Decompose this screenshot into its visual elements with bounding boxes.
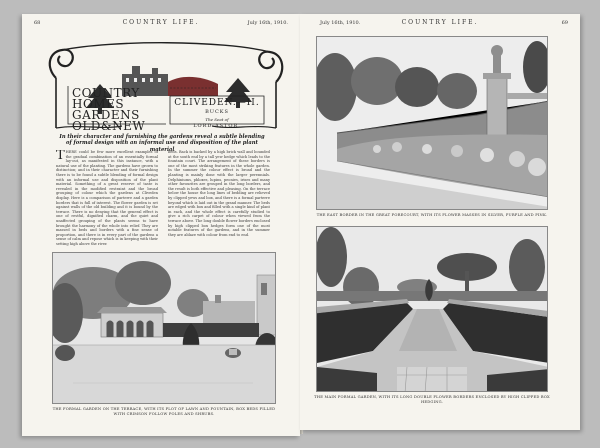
owner-name: LORD ASTOR. (193, 123, 241, 129)
formal-garden-caption: THE MAIN FORMAL GARDEN, WITH ITS LONG DOUBLE FLOWER BORDERS ENCLOSED BY HIGH CLIPPED BOX HEDGING. (314, 395, 550, 404)
masthead-illustration (42, 38, 290, 132)
series-line-4: OLD&NEW (72, 119, 146, 133)
county-name: BUCKS (205, 109, 229, 115)
series-title (72, 88, 145, 132)
right-page-number: 69 (561, 20, 568, 26)
body-column-1 (56, 150, 158, 246)
east-border-caption: THE EAST BORDER IN THE GREAT FORECOURT, WITH ITS FLOWER MASSES IN SILVER, PURPLE AND PINK. (316, 213, 548, 217)
house-name: CLIVEDEN.—II. (174, 98, 260, 108)
series-line-2: HOMES (72, 97, 125, 111)
right-page (300, 14, 580, 430)
body-text-1: HERE could be few more excellent examples of the gradual combination of an essentially formal lay-out, as manifested in this instance, with a natural use of the planting. The gardens have grown to distinction; and in their character and their furnishing there is to be found a subtle blending of formal design with an informal use and disposition of the plant material. Something of a great reserve of taste is revealed in the modified restraint and the broad grouping of colour which the gardens at Cliveden display. Here is a comparison of parterre and a garden borders that is full of interest. The flower garden is set against walls of the old building and it is bound by the terrace. There is no denying that the general effect is one of restful, dignified charm, and the quiet and unaffected grouping of the plants seems to have brought the harmony of the whole into relief. They are massed in beds and borders with a fine sense of proportion, and there is in every part of the gardens a sense of calm and repose which is in keeping with their setting high above the river. (56, 150, 158, 246)
terrace-garden-photo (52, 252, 276, 404)
right-date: July 16th, 1910. (320, 20, 361, 26)
drop-cap: T (56, 150, 65, 163)
right-running-title: COUNTRY LIFE. (401, 19, 479, 26)
left-running-header (30, 19, 292, 29)
series-line-3: GARDENS (72, 108, 140, 122)
left-date: July 16th, 1910. (247, 20, 288, 26)
article-body (56, 150, 270, 246)
body-column-2: beds. Back is backed by a high brick wall and bounded at the south end by a tall yew hedge which leads to the fountain court. The arrangement of these borders is one of the most striking features in the whole garden. In the summer the colour effect is broad and the planting is mainly done with the larger perennials. Delphiniums, phloxes, lupins, peonies, irises and many other favourites are grouped in the long borders, and the result is both effective and pleasing. On the terrace below the house the long lines of bedding are relieved by clipped yews and box, and there is a formal parterre beyond which is laid out in the grand manner. The beds are edged with box and filled with a single kind of plant in each, and the whole effect is carefully studied to give a rich carpet of colour when viewed from the terrace above. The long double flower borders enclosed by high clipped box hedges form one of the most notable features of the gardens, and in the summer they are ablaze with colour from end to end. (168, 150, 270, 237)
series-line-1: COUNTRY (72, 86, 140, 100)
left-running-title: COUNTRY LIFE. (122, 19, 200, 26)
terrace-photo-caption: THE FORMAL GARDEN ON THE TERRACE, WITH ITS PLOT OF LAWN AND FOUNTAIN, BOX BEDS FILLED WITH CRIMSON FOLLOW POLES AND SHRUBS. (52, 407, 276, 416)
article-title-block (174, 98, 260, 129)
left-page-number: 68 (34, 20, 41, 26)
right-running-header (308, 19, 572, 29)
formal-garden-photo (316, 226, 548, 392)
seat-of-label: The Seat of (205, 117, 229, 122)
east-border-photo (316, 36, 548, 210)
left-page (22, 14, 300, 436)
article-intro: In their character and furnishing the gardens reveal a subtle blending of formal design with an informal use and disposition of the plant material (59, 134, 265, 153)
